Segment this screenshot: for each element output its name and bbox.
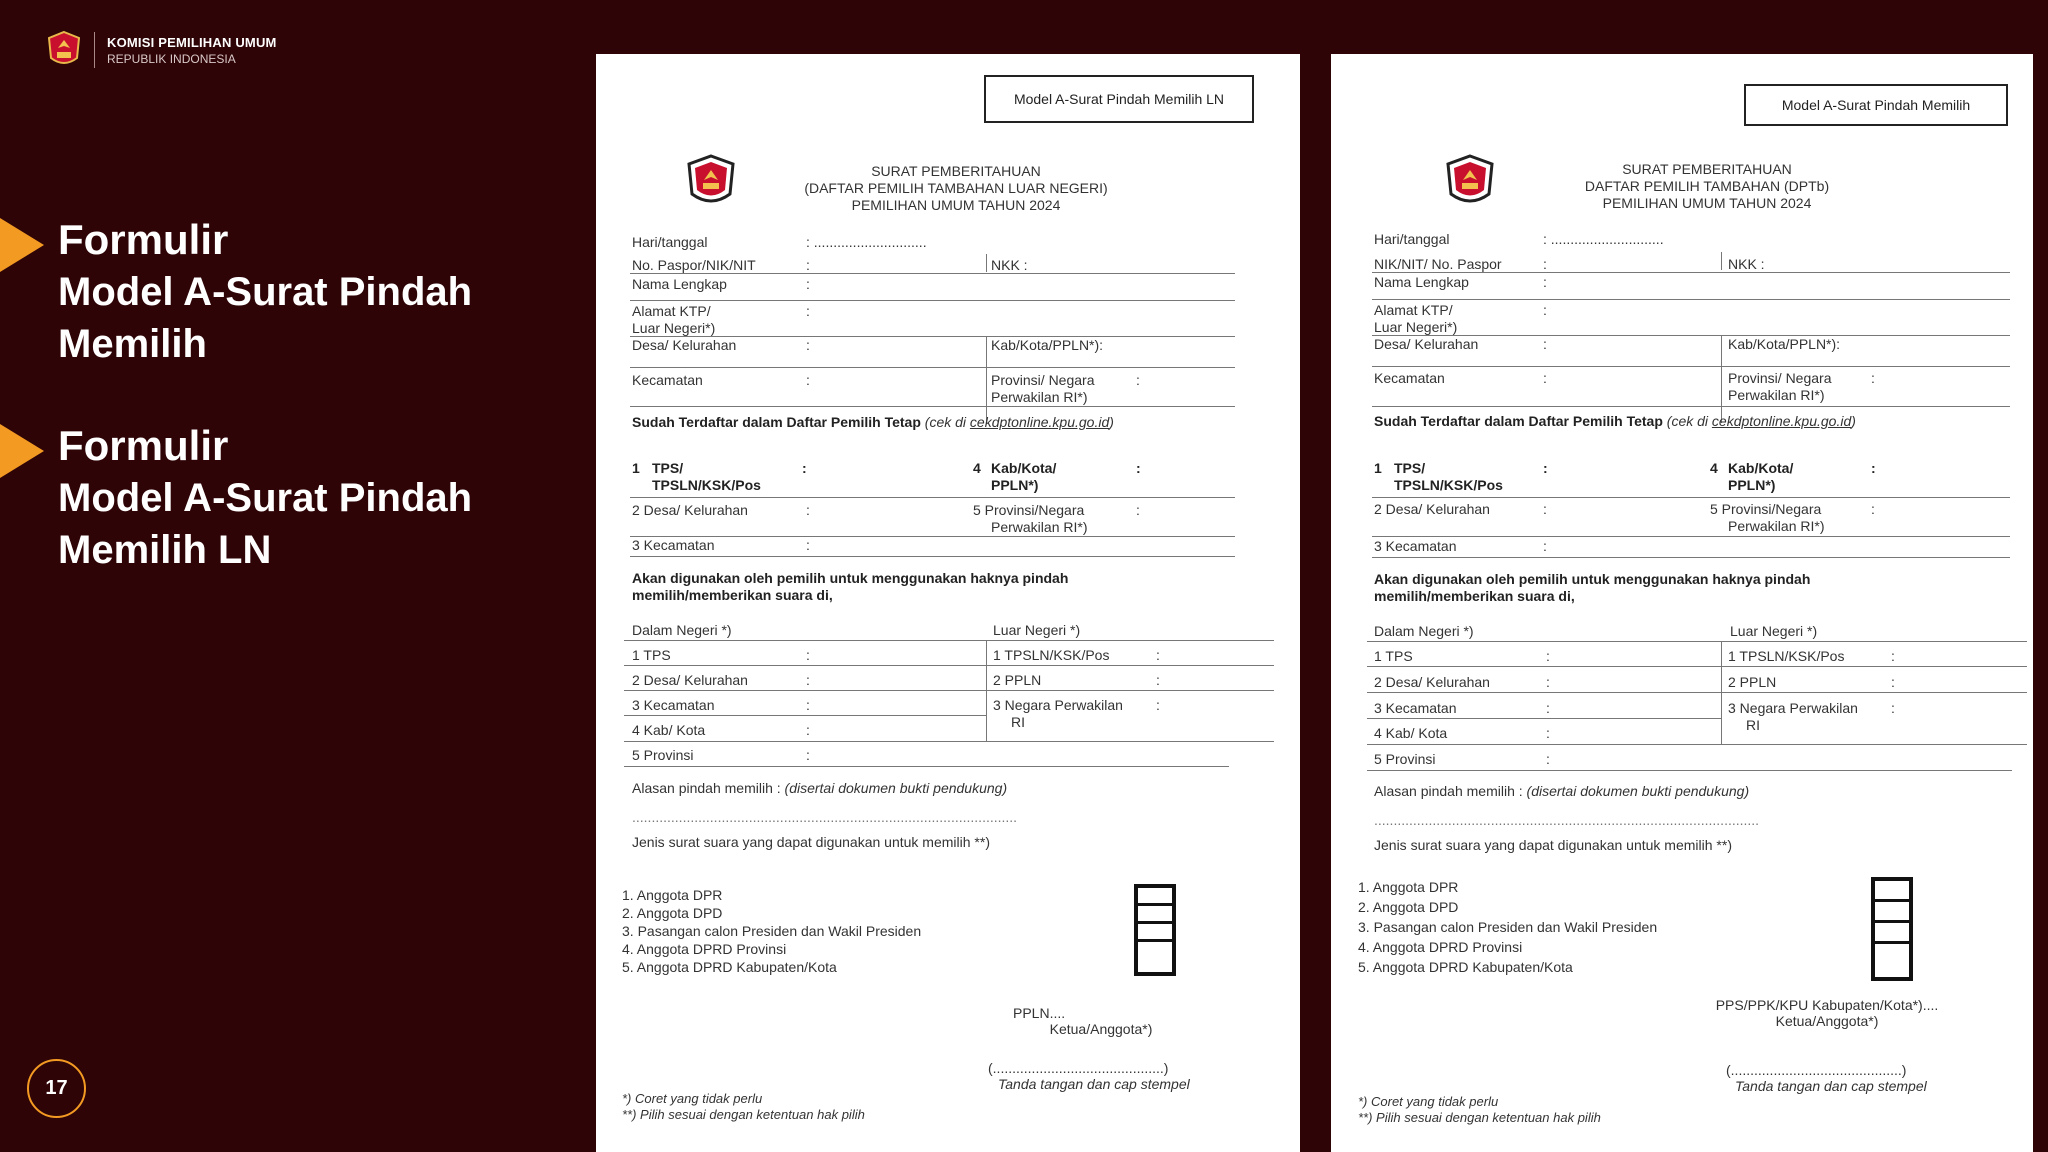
label-nkk: NKK :	[1728, 256, 1765, 272]
org-name: KOMISI PEMILIHAN UMUM	[107, 34, 277, 50]
ln-heading: Luar Negeri *)	[993, 622, 1081, 638]
dpt-kec: 3 Kecamatan	[632, 537, 715, 553]
label-prov: Provinsi/ Negara Perwakilan RI*)	[1728, 370, 1832, 403]
dpt-tps: TPS/ TPSLN/KSK/Pos	[1394, 460, 1503, 493]
section-2-subtitle-line1: Model A-Surat Pindah	[58, 476, 473, 520]
org-country: REPUBLIK INDONESIA	[107, 51, 236, 66]
dn-heading: Dalam Negeri *)	[632, 622, 732, 638]
footnotes: *) Coret yang tidak perlu **) Pilih sesuai dengan ketentuan hak pilih	[622, 1091, 865, 1122]
ballot-list: 1. Anggota DPR 2. Anggota DPD 3. Pasangan calon Presiden dan Wakil Presiden 4. Anggota DPRD Provinsi 5. Anggota DPRD Kabupaten/Kota	[1358, 879, 1658, 975]
section-2-subtitle-line2: Memilih LN	[58, 528, 272, 572]
dpt-check-line: Sudah Terdaftar dalam Daftar Pemilih Tetap (cek di cekdptonline.kpu.go.id)	[632, 414, 1114, 430]
orange-arrow-icon	[0, 424, 44, 478]
ballot-checkboxes	[1871, 877, 1913, 981]
hari-dots: : .............................	[806, 234, 927, 250]
section-1-heading: Formulir	[58, 216, 229, 263]
signature-dots: (............................................)	[1726, 1062, 1907, 1078]
dpt-kab: Kab/Kota/ PPLN*)	[991, 460, 1057, 493]
hari-dots: : .............................	[1543, 231, 1664, 247]
signature-dots: (............................................)	[988, 1060, 1169, 1076]
signatory: PPS/PPK/KPU Kabupaten/Kota*).... Ketua/Anggota*)	[1715, 997, 1939, 1029]
model-label: Model A-Surat Pindah Memilih	[1744, 84, 2008, 126]
jenis-heading: Jenis surat suara yang dapat digunakan untuk memilih **)	[1374, 837, 1732, 853]
signature-caption: Tanda tangan dan cap stempel	[998, 1076, 1190, 1092]
label-prov: Provinsi/ Negara Perwakilan RI*)	[991, 372, 1095, 405]
label-desa: Desa/ Kelurahan	[1374, 336, 1479, 352]
kpu-emblem-icon	[686, 154, 736, 210]
alasan-line: Alasan pindah memilih : (disertai dokumen bukti pendukung)	[632, 780, 1008, 796]
jenis-heading: Jenis surat suara yang dapat digunakan untuk memilih **)	[632, 834, 990, 850]
kpu-emblem-icon	[1445, 154, 1495, 210]
dn-heading: Dalam Negeri *)	[1374, 623, 1474, 639]
dpt-prov: 5 Provinsi/Negara Perwakilan RI*)	[973, 502, 1088, 535]
dpt-kec: 3 Kecamatan	[1374, 538, 1457, 554]
dpt-desa: 2 Desa/ Kelurahan	[632, 502, 748, 518]
label-hari: Hari/tanggal	[1374, 231, 1450, 247]
label-hari: Hari/tanggal	[632, 234, 708, 250]
alasan-dots: ...................................................................................................	[632, 809, 1018, 825]
alasan-dots: ...................................................................................................	[1374, 812, 1760, 828]
akan-paragraph: Akan digunakan oleh pemilih untuk menggunakan haknya pindah memilih/memberikan suara di,	[1374, 571, 1811, 604]
form-heading: SURAT PEMBERITAHUAN DAFTAR PEMILIH TAMBAHAN (DPTb) PEMILIHAN UMUM TAHUN 2024	[1584, 161, 1830, 211]
dpt-kab: Kab/Kota/ PPLN*)	[1728, 460, 1794, 493]
akan-paragraph: Akan digunakan oleh pemilih untuk menggunakan haknya pindah memilih/memberikan suara di,	[632, 570, 1069, 603]
kpu-logo-icon	[46, 30, 82, 70]
ballot-checkboxes	[1134, 884, 1176, 976]
dpt-desa: 2 Desa/ Kelurahan	[1374, 501, 1490, 517]
section-title-2	[58, 420, 472, 576]
ln-heading: Luar Negeri *)	[1730, 623, 1818, 639]
label-kec: Kecamatan	[632, 372, 703, 388]
ballot-list: 1. Anggota DPR 2. Anggota DPD 3. Pasangan calon Presiden dan Wakil Presiden 4. Anggota DPRD Provinsi 5. Anggota DPRD Kabupaten/Kota	[622, 887, 922, 975]
label-alamat: Alamat KTP/ Luar Negeri*)	[632, 303, 716, 336]
label-paspor: NIK/NIT/ No. Paspor	[1374, 256, 1502, 272]
label-nama: Nama Lengkap	[1374, 274, 1469, 290]
alasan-line: Alasan pindah memilih : (disertai dokumen bukti pendukung)	[1374, 783, 1750, 799]
kpu-brand	[46, 30, 277, 70]
model-label: Model A-Surat Pindah Memilih LN	[984, 75, 1254, 123]
dpt-prov: 5 Provinsi/Negara Perwakilan RI*)	[1710, 501, 1825, 534]
section-1-subtitle-line2: Memilih	[58, 322, 207, 366]
label-nama: Nama Lengkap	[632, 276, 727, 292]
form-document-dptb: Model A-Surat Pindah Memilih SURAT PEMBERITAHUAN DAFTAR PEMILIH TAMBAHAN (DPTb) PEMILIHAN UMUM TAHUN 2024 Hari/tanggal : ............................. NIK/NIT/ No. Paspor : NKK : Nama Lengkap : Alamat KTP/ Luar Negeri*) : Desa/ Kelurahan : Kab/Kota/PPLN*): Kecamatan : Provinsi/ Negara Perwakilan RI*) : Sudah Terdaftar dalam Daftar Pemilih Tetap (cek di cekdptonline.kpu.go.id) 1 TPS/ TPSLN/KSK/Pos : 4 Kab/Kota/ PPLN*) : 2 Desa/ Kelurahan : 5 Provinsi/Negara Perwakilan RI*) : 3 Kecamatan : Akan digunakan oleh pemilih untuk menggunakan haknya pindah memilih/memberikan suara di, Dalam Negeri *) Luar Negeri *) 1 TPS : 1 TPSLN/KSK/Pos : 2 Desa/ Kelurahan : 2 PPLN : 3 Kecamatan : 3 Negara Perwakilan RI : 4 Kab/ Kota : 5 Provinsi : Alasan pindah memilih : (disertai dokumen bukti pendukung) ................................................................................................... Jenis surat suara yang dapat digunakan untuk memilih **) 1. Anggota DPR 2. Anggota DPD 3. Pasangan calon Presiden dan Wakil Presiden 4. Anggota DPRD Provinsi 5. Anggota DPRD Kabupaten/Kota PPS/PPK/KPU Kabupaten/Kota*).... Ketua/Anggota*) (............................................) Tanda tangan dan cap stempel *) Coret yang tidak perlu **) Pilih sesuai dengan ketentuan hak pilih	[1331, 54, 2033, 1152]
label-nkk: NKK :	[991, 257, 1028, 273]
label-kec: Kecamatan	[1374, 370, 1445, 386]
section-title-1	[58, 214, 472, 370]
form-heading: SURAT PEMBERITAHUAN (DAFTAR PEMILIH TAMBAHAN LUAR NEGERI) PEMILIHAN UMUM TAHUN 2024	[804, 163, 1108, 213]
label-kab: Kab/Kota/PPLN*):	[991, 337, 1104, 353]
label-kab: Kab/Kota/PPLN*):	[1728, 336, 1841, 352]
dpt-tps: TPS/ TPSLN/KSK/Pos	[652, 460, 761, 493]
form-document-ln: Model A-Surat Pindah Memilih LN SURAT PEMBERITAHUAN (DAFTAR PEMILIH TAMBAHAN LUAR NEGERI) PEMILIHAN UMUM TAHUN 2024 Hari/tanggal : ............................. No. Paspor/NIK/NIT : NKK : Nama Lengkap : Alamat KTP/ Luar Negeri*) : Desa/ Kelurahan : Kab/Kota/PPLN*): Kecamatan : Provinsi/ Negara Perwakilan RI*) : Sudah Terdaftar dalam Daftar Pemilih Tetap (cek di cekdptonline.kpu.go.id) 1 TPS/ TPSLN/KSK/Pos : 4 Kab/Kota/ PPLN*) : 2 Desa/ Kelurahan : 5 Provinsi/Negara Perwakilan RI*) : 3 Kecamatan : Akan digunakan oleh pemilih untuk menggunakan haknya pindah memilih/memberikan suara di, Dalam Negeri *) Luar Negeri *) 1 TPS : 1 TPSLN/KSK/Pos : 2 Desa/ Kelurahan : 2 PPLN : 3 Kecamatan : 3 Negara Perwakilan RI : 4 Kab/ Kota : 5 Provinsi : Alasan pindah memilih : (disertai dokumen bukti pendukung) ................................................................................................... Jenis surat suara yang dapat digunakan untuk memilih **) 1. Anggota DPR 2. Anggota DPD 3. Pasangan calon Presiden dan Wakil Presiden 4. Anggota DPRD Provinsi 5. Anggota DPRD Kabupaten/Kota PPLN.... Ketua/Anggota*) (............................................) Tanda tangan dan cap stempel *) Coret yang tidak perlu **) Pilih sesuai dengan ketentuan hak pilih	[596, 54, 1300, 1152]
signature-caption: Tanda tangan dan cap stempel	[1735, 1078, 1927, 1094]
section-1-subtitle-line1: Model A-Surat Pindah	[58, 270, 473, 314]
footnotes: *) Coret yang tidak perlu **) Pilih sesuai dengan ketentuan hak pilih	[1358, 1094, 1601, 1125]
signatory: PPLN.... Ketua/Anggota*)	[1013, 1005, 1153, 1037]
orange-arrow-icon	[0, 218, 44, 272]
label-desa: Desa/ Kelurahan	[632, 337, 737, 353]
dpt-check-line: Sudah Terdaftar dalam Daftar Pemilih Tetap (cek di cekdptonline.kpu.go.id)	[1374, 413, 1856, 429]
section-2-heading: Formulir	[58, 422, 229, 469]
label-paspor: No. Paspor/NIK/NIT	[632, 257, 756, 273]
page-number: 17	[27, 1059, 86, 1118]
label-alamat: Alamat KTP/ Luar Negeri*)	[1374, 302, 1458, 335]
